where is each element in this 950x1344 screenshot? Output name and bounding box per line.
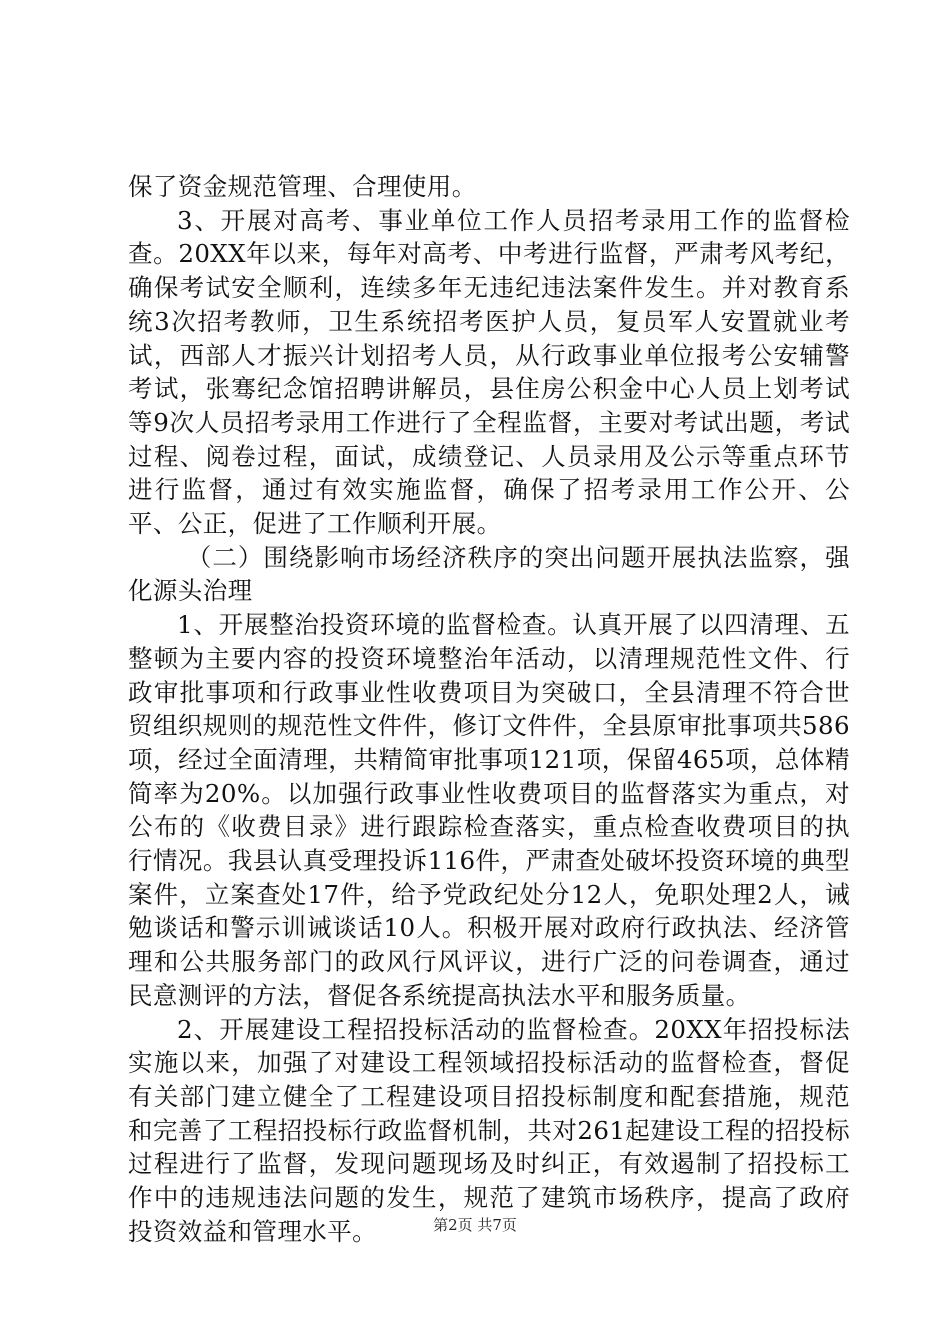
document-body xyxy=(128,170,850,1249)
section-heading-2: （二）围绕影响市场经济秩序的突出问题开展执法监察，强化源头治理 xyxy=(128,542,850,606)
paragraph-investment-environment: 1、开展整治投资环境的监督检查。认真开展了以四清理、五整顿为主要内容的投资环境整治年活动，以清理规范性文件、行政审批事项和行政事业性收费项目为突破口，全县清理不符合世贸组织规则的规范性文件件，修订文件件，全县原审批事项共586项，经过全面清理，共精简审批事项121项，保留465项，总体精简率为20%。以加强行政事业性收费项目的监督落实为重点，对公布的《收费目录》进行跟踪检查落实，重点检查收费项目的执行情况。我县认真受理投诉116件，严肃查处破坏投资环境的典型案件，立案查处17件，给予党政纪处分12人，免职处理2人，诫勉谈话和警示训诫谈话10人。积极开展对政府行政执法、经济管理和公共服务部门的政风行风评议，进行广泛的问卷调查，通过民意测评的方法，督促各系统提高执法水平和服务质量。 xyxy=(128,610,850,1010)
paragraph-bidding-supervision: 2、开展建设工程招投标活动的监督检查。20XX年招投标法实施以来，加强了对建设工程领域招投标活动的监督检查，督促有关部门建立健全了工程建设项目招投标制度和配套措施，规范和完善了工程招投标行政监督机制，共对261起建设工程的招投标过程进行了监督，发现问题现场及时纠正，有效遏制了招投标工作中的违规违法问题的发生，规范了建筑市场秩序，提高了政府投资效益和管理水平。 xyxy=(128,1014,850,1246)
paragraph-exam-supervision: 3、开展对高考、事业单位工作人员招考录用工作的监督检查。20XX年以来，每年对高考、中考进行监督，严肃考风考纪，确保考试安全顺利，连续多年无违纪违法案件发生。并对教育系统3次招考教师，卫生系统招考医护人员，复员军人安置就业考试，西部人才振兴计划招考人员，从行政事业单位报考公安辅警考试，张骞纪念馆招聘讲解员，县住房公积金中心人员上划考试等9次人员招考录用工作进行了全程监督，主要对考试出题，考试过程、阅卷过程，面试，成绩登记、人员录用及公示等重点环节进行监督，通过有效实施监督，确保了招考录用工作公开、公平、公正，促进了工作顺利开展。 xyxy=(128,205,850,539)
paragraph-continuation: 保了资金规范管理、合理使用。 xyxy=(128,172,477,201)
page-number-footer: 第2页 共7页 xyxy=(433,1216,517,1234)
